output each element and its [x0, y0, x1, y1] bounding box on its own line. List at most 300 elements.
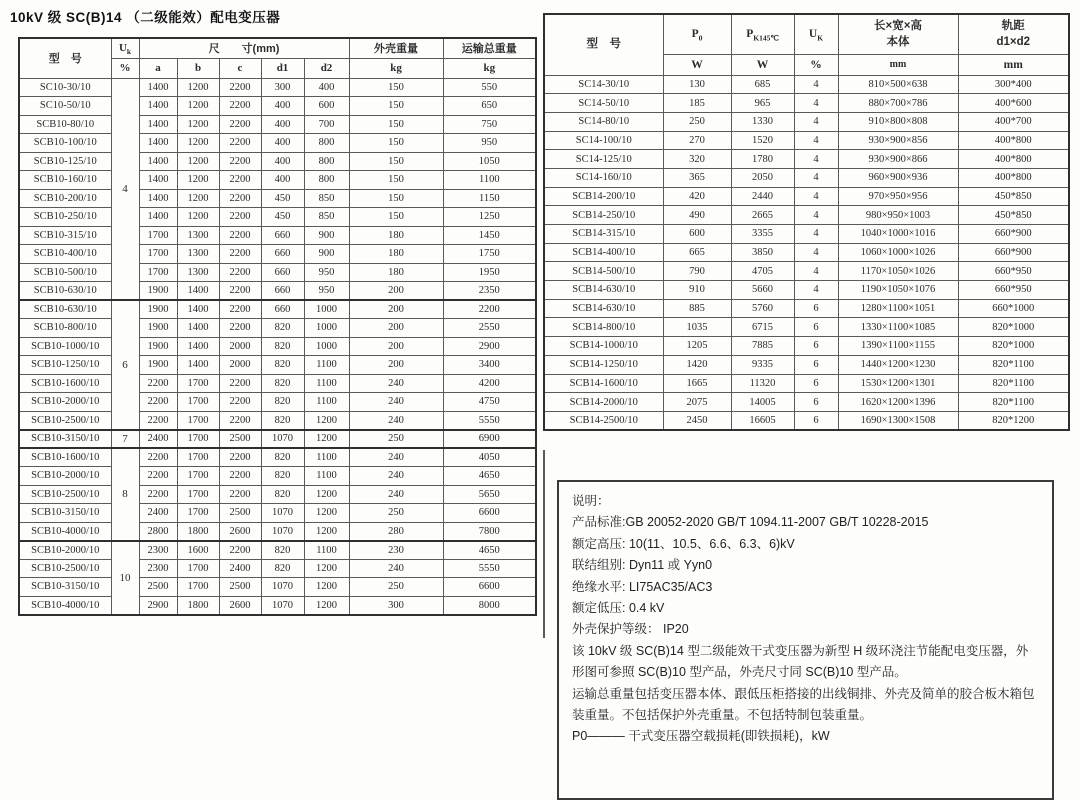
gauge-cell: 400*700 — [958, 112, 1069, 131]
dim-a-cell: 1700 — [139, 226, 177, 245]
model-cell: SCB10-630/10 — [19, 300, 111, 319]
dim-c-cell: 2200 — [219, 171, 261, 190]
model-cell: SCB14-1250/10 — [544, 355, 663, 374]
shell-weight-cell: 150 — [349, 78, 443, 97]
body-size-label-line1: 长×宽×高 — [874, 20, 922, 33]
dim-b-cell: 1200 — [177, 189, 219, 208]
dim-b-cell: 1700 — [177, 374, 219, 393]
gauge-cell: 660*900 — [958, 225, 1069, 244]
dim-d1-cell: 400 — [261, 97, 304, 116]
left-table-row — [19, 430, 536, 449]
model-cell: SCB10-2000/10 — [19, 393, 111, 412]
model-cell: SCB10-3150/10 — [19, 504, 111, 523]
dim-d1-cell: 400 — [261, 171, 304, 190]
left-table-row — [19, 319, 536, 338]
dim-b-cell: 1700 — [177, 448, 219, 467]
dim-a-cell: 2900 — [139, 596, 177, 615]
left-table-row — [19, 467, 536, 486]
p0-cell: 885 — [663, 299, 731, 318]
gauge-cell: 400*600 — [958, 94, 1069, 113]
shell-weight-cell: 230 — [349, 541, 443, 560]
dim-d2-cell: 1200 — [304, 485, 349, 504]
model-cell: SCB10-2500/10 — [19, 411, 111, 430]
dim-d1-cell: 820 — [261, 319, 304, 338]
transport-weight-cell: 1950 — [443, 263, 536, 282]
left-header-shell-unit: kg — [349, 58, 443, 78]
uk-cell: 6 — [794, 411, 838, 430]
left-header-dim-a: a — [139, 58, 177, 78]
p0-cell: 1035 — [663, 318, 731, 337]
dim-d2-cell: 400 — [304, 78, 349, 97]
body-size-cell: 1040×1000×1016 — [838, 225, 958, 244]
model-cell: SCB10-250/10 — [19, 208, 111, 227]
shell-weight-cell: 200 — [349, 300, 443, 319]
model-cell: SC10-50/10 — [19, 97, 111, 116]
p0-cell: 2450 — [663, 411, 731, 430]
dim-b-cell: 1400 — [177, 282, 219, 301]
dim-d1-cell: 400 — [261, 134, 304, 153]
left-table-row — [19, 522, 536, 541]
shell-weight-cell: 150 — [349, 208, 443, 227]
right-table-row — [544, 206, 1069, 225]
body-size-cell: 1690×1300×1508 — [838, 411, 958, 430]
shell-weight-cell: 180 — [349, 245, 443, 264]
dim-d1-cell: 820 — [261, 411, 304, 430]
dim-c-cell: 2200 — [219, 300, 261, 319]
transport-weight-cell: 6900 — [443, 430, 536, 449]
model-cell: SCB10-500/10 — [19, 263, 111, 282]
uk-cell: 4 — [794, 225, 838, 244]
dim-c-cell: 2200 — [219, 282, 261, 301]
right-header-uk-unit: % — [794, 54, 838, 75]
transport-weight-cell: 5650 — [443, 485, 536, 504]
pk145-cell: 5660 — [731, 281, 794, 300]
right-table-row — [544, 150, 1069, 169]
dim-d1-cell: 820 — [261, 485, 304, 504]
dim-d1-cell: 820 — [261, 337, 304, 356]
body-size-cell: 980×950×1003 — [838, 206, 958, 225]
pk145-cell: 3850 — [731, 243, 794, 262]
dim-a-cell: 1400 — [139, 134, 177, 153]
pk145-cell: 2665 — [731, 206, 794, 225]
uk-cell: 4 — [794, 131, 838, 150]
uk-cell: 4 — [794, 168, 838, 187]
dim-d2-cell: 1000 — [304, 300, 349, 319]
uk-group-cell: 10 — [111, 541, 139, 615]
uk-cell: 4 — [794, 187, 838, 206]
dim-b-cell: 1200 — [177, 152, 219, 171]
model-cell: SCB10-315/10 — [19, 226, 111, 245]
right-spec-table — [543, 13, 1070, 431]
dim-c-cell: 2200 — [219, 134, 261, 153]
pk145-cell: 965 — [731, 94, 794, 113]
dim-c-cell: 2200 — [219, 485, 261, 504]
note-line: 外壳保护等级： IP20 — [572, 622, 689, 637]
pk145-cell: 2050 — [731, 168, 794, 187]
note-line: P0——— 干式变压器空载损耗(即铁损耗)，kW — [572, 729, 830, 744]
right-table-row — [544, 243, 1069, 262]
shell-weight-cell: 240 — [349, 393, 443, 412]
dim-d1-cell: 660 — [261, 300, 304, 319]
left-table-row — [19, 78, 536, 97]
left-table-row — [19, 208, 536, 227]
p0-cell: 665 — [663, 243, 731, 262]
model-cell: SCB14-630/10 — [544, 299, 663, 318]
uk-cell: 4 — [794, 150, 838, 169]
dim-d2-cell: 1200 — [304, 430, 349, 449]
model-cell: SCB10-4000/10 — [19, 522, 111, 541]
uk-cell: 4 — [794, 206, 838, 225]
shell-weight-cell: 150 — [349, 189, 443, 208]
right-table-body — [544, 75, 1069, 430]
dim-a-cell: 2200 — [139, 448, 177, 467]
dim-a-cell: 1900 — [139, 356, 177, 375]
body-size-cell: 880×700×786 — [838, 94, 958, 113]
model-cell: SCB10-100/10 — [19, 134, 111, 153]
dim-c-cell: 2200 — [219, 448, 261, 467]
dim-d2-cell: 1000 — [304, 337, 349, 356]
right-table-row — [544, 262, 1069, 281]
dim-c-cell: 2200 — [219, 152, 261, 171]
pk145-cell: 11320 — [731, 374, 794, 393]
dim-c-cell: 2200 — [219, 319, 261, 338]
right-table-row — [544, 168, 1069, 187]
dim-d2-cell: 850 — [304, 189, 349, 208]
left-table-row — [19, 263, 536, 282]
shell-weight-cell: 150 — [349, 97, 443, 116]
transport-weight-cell: 8000 — [443, 596, 536, 615]
model-cell: SCB14-500/10 — [544, 262, 663, 281]
left-table-row — [19, 374, 536, 393]
left-table-row — [19, 504, 536, 523]
divider-line — [543, 450, 545, 638]
dim-a-cell: 2400 — [139, 504, 177, 523]
uk-cell: 4 — [794, 94, 838, 113]
model-cell: SCB10-2000/10 — [19, 467, 111, 486]
gauge-cell: 450*850 — [958, 206, 1069, 225]
body-size-cell: 1390×1100×1155 — [838, 337, 958, 356]
right-table-row — [544, 411, 1069, 430]
pk145-cell: 9335 — [731, 355, 794, 374]
dim-d2-cell: 1100 — [304, 467, 349, 486]
dim-a-cell: 2200 — [139, 393, 177, 412]
uk-group-cell: 7 — [111, 430, 139, 449]
left-header-transport-unit: kg — [443, 58, 536, 78]
shell-weight-cell: 180 — [349, 226, 443, 245]
dim-b-cell: 1400 — [177, 356, 219, 375]
uk-subscript: K — [817, 33, 824, 43]
note-line: 额定高压: 10(11、10.5、6.6、6.3、6)kV — [572, 536, 795, 551]
dim-a-cell: 1400 — [139, 208, 177, 227]
right-header-gauge — [958, 14, 1069, 54]
dim-d1-cell: 820 — [261, 541, 304, 560]
dim-a-cell: 1400 — [139, 171, 177, 190]
dim-b-cell: 1700 — [177, 411, 219, 430]
right-header-pk145-unit: W — [731, 54, 794, 75]
transport-weight-cell: 4200 — [443, 374, 536, 393]
model-cell: SC14-80/10 — [544, 112, 663, 131]
dim-d1-cell: 660 — [261, 282, 304, 301]
left-table-row — [19, 171, 536, 190]
dim-c-cell: 2200 — [219, 245, 261, 264]
p0-cell: 2075 — [663, 393, 731, 412]
body-size-cell: 910×800×808 — [838, 112, 958, 131]
p0-cell: 600 — [663, 225, 731, 244]
left-header-dim-c: c — [219, 58, 261, 78]
right-table-row — [544, 94, 1069, 113]
dim-c-cell: 2200 — [219, 393, 261, 412]
dim-d1-cell: 1070 — [261, 596, 304, 615]
shell-weight-cell: 240 — [349, 559, 443, 578]
model-cell: SCB14-1600/10 — [544, 374, 663, 393]
dim-a-cell: 1400 — [139, 115, 177, 134]
left-table-row — [19, 226, 536, 245]
uk-group-cell: 6 — [111, 300, 139, 430]
model-cell: SCB10-400/10 — [19, 245, 111, 264]
dim-a-cell: 1400 — [139, 78, 177, 97]
pk145-cell: 6715 — [731, 318, 794, 337]
dim-a-cell: 1900 — [139, 282, 177, 301]
gauge-label-line2: d1×d2 — [996, 36, 1031, 49]
dim-b-cell: 1300 — [177, 226, 219, 245]
transport-weight-cell: 650 — [443, 97, 536, 116]
gauge-cell: 820*1100 — [958, 393, 1069, 412]
left-table-row — [19, 300, 536, 319]
shell-weight-cell: 250 — [349, 430, 443, 449]
dim-d2-cell: 900 — [304, 226, 349, 245]
dim-b-cell: 1400 — [177, 337, 219, 356]
gauge-cell: 300*400 — [958, 75, 1069, 94]
body-size-cell: 1190×1050×1076 — [838, 281, 958, 300]
model-cell: SC10-30/10 — [19, 78, 111, 97]
left-table-row — [19, 393, 536, 412]
gauge-cell: 660*900 — [958, 243, 1069, 262]
uk-subscript: k — [126, 47, 132, 57]
model-cell: SCB10-2000/10 — [19, 541, 111, 560]
model-cell: SCB10-200/10 — [19, 189, 111, 208]
left-table-row — [19, 541, 536, 560]
dim-c-cell: 2500 — [219, 578, 261, 597]
transport-weight-cell: 4650 — [443, 541, 536, 560]
dim-b-cell: 1700 — [177, 430, 219, 449]
transport-weight-cell: 2550 — [443, 319, 536, 338]
p0-cell: 490 — [663, 206, 731, 225]
dim-b-cell: 1200 — [177, 171, 219, 190]
dim-b-cell: 1700 — [177, 559, 219, 578]
dim-d1-cell: 660 — [261, 263, 304, 282]
uk-cell: 4 — [794, 243, 838, 262]
dim-c-cell: 2500 — [219, 430, 261, 449]
p0-cell: 130 — [663, 75, 731, 94]
note-line: 绝缘水平: LI75AC35/AC3 — [572, 579, 713, 594]
shell-weight-cell: 150 — [349, 115, 443, 134]
body-size-cell: 1170×1050×1026 — [838, 262, 958, 281]
left-table-row — [19, 189, 536, 208]
dim-d2-cell: 1200 — [304, 578, 349, 597]
left-header-transport-weight: 运输总重量 — [443, 38, 536, 58]
left-header-uk-unit: % — [111, 58, 139, 78]
dim-c-cell: 2200 — [219, 78, 261, 97]
transport-weight-cell: 2900 — [443, 337, 536, 356]
dim-b-cell: 1300 — [177, 263, 219, 282]
model-cell: SCB10-1250/10 — [19, 356, 111, 375]
model-cell: SCB14-2500/10 — [544, 411, 663, 430]
dim-b-cell: 1200 — [177, 115, 219, 134]
body-size-cell: 1280×1100×1051 — [838, 299, 958, 318]
gauge-cell: 400*800 — [958, 131, 1069, 150]
left-header-dimensions: 尺 寸(mm) — [139, 38, 349, 58]
dim-b-cell: 1600 — [177, 541, 219, 560]
dim-c-cell: 2200 — [219, 541, 261, 560]
model-cell: SCB14-800/10 — [544, 318, 663, 337]
model-cell: SCB10-3150/10 — [19, 578, 111, 597]
left-table-row — [19, 245, 536, 264]
left-table-row — [19, 559, 536, 578]
model-cell: SCB10-2500/10 — [19, 485, 111, 504]
transport-weight-cell: 1750 — [443, 245, 536, 264]
shell-weight-cell: 240 — [349, 467, 443, 486]
dim-a-cell: 2200 — [139, 467, 177, 486]
dim-d1-cell: 820 — [261, 374, 304, 393]
model-cell: SCB10-4000/10 — [19, 596, 111, 615]
dim-b-cell: 1200 — [177, 208, 219, 227]
dim-b-cell: 1200 — [177, 134, 219, 153]
shell-weight-cell: 180 — [349, 263, 443, 282]
gauge-cell: 820*1100 — [958, 355, 1069, 374]
left-table-row — [19, 282, 536, 301]
dim-a-cell: 2200 — [139, 411, 177, 430]
body-size-cell: 1620×1200×1396 — [838, 393, 958, 412]
body-size-cell: 810×500×638 — [838, 75, 958, 94]
dim-d2-cell: 1200 — [304, 504, 349, 523]
dim-d2-cell: 800 — [304, 171, 349, 190]
p0-cell: 1205 — [663, 337, 731, 356]
transport-weight-cell: 1100 — [443, 171, 536, 190]
dim-d2-cell: 800 — [304, 152, 349, 171]
shell-weight-cell: 240 — [349, 448, 443, 467]
model-cell: SCB14-630/10 — [544, 281, 663, 300]
body-size-cell: 1530×1200×1301 — [838, 374, 958, 393]
right-table-row — [544, 187, 1069, 206]
dim-a-cell: 1400 — [139, 189, 177, 208]
right-table-row — [544, 112, 1069, 131]
gauge-cell: 660*950 — [958, 281, 1069, 300]
model-cell: SCB14-1000/10 — [544, 337, 663, 356]
shell-weight-cell: 300 — [349, 596, 443, 615]
gauge-cell: 450*850 — [958, 187, 1069, 206]
dim-d1-cell: 1070 — [261, 578, 304, 597]
dim-a-cell: 1700 — [139, 245, 177, 264]
pk145-subscript: K145℃ — [753, 33, 779, 43]
right-table-row — [544, 75, 1069, 94]
dim-d2-cell: 1100 — [304, 541, 349, 560]
dim-d2-cell: 800 — [304, 134, 349, 153]
body-size-cell: 970×950×956 — [838, 187, 958, 206]
shell-weight-cell: 150 — [349, 134, 443, 153]
shell-weight-cell: 240 — [349, 374, 443, 393]
pk145-cell: 4705 — [731, 262, 794, 281]
uk-cell: 4 — [794, 262, 838, 281]
right-header-p0-unit: W — [663, 54, 731, 75]
gauge-cell: 820*1000 — [958, 337, 1069, 356]
dim-b-cell: 1200 — [177, 97, 219, 116]
model-cell: SCB14-250/10 — [544, 206, 663, 225]
transport-weight-cell: 2200 — [443, 300, 536, 319]
transport-weight-cell: 4750 — [443, 393, 536, 412]
right-table-row — [544, 337, 1069, 356]
right-table-row — [544, 299, 1069, 318]
dim-d2-cell: 1000 — [304, 319, 349, 338]
dim-d2-cell: 850 — [304, 208, 349, 227]
notes-box — [557, 480, 1054, 800]
body-size-label-line2: 本体 — [886, 36, 910, 49]
model-cell: SCB14-200/10 — [544, 187, 663, 206]
transport-weight-cell: 7800 — [443, 522, 536, 541]
note-line: 说明： — [572, 494, 610, 508]
dim-c-cell: 2600 — [219, 522, 261, 541]
dim-d2-cell: 950 — [304, 282, 349, 301]
dim-b-cell: 1300 — [177, 245, 219, 264]
dim-d1-cell: 660 — [261, 245, 304, 264]
pk145-cell: 1520 — [731, 131, 794, 150]
left-header-dim-d2: d2 — [304, 58, 349, 78]
dim-b-cell: 1700 — [177, 467, 219, 486]
body-size-cell: 930×900×866 — [838, 150, 958, 169]
left-header-shell-weight: 外壳重量 — [349, 38, 443, 58]
right-table-row — [544, 131, 1069, 150]
pk145-cell: 3355 — [731, 225, 794, 244]
model-cell: SCB14-2000/10 — [544, 393, 663, 412]
transport-weight-cell: 3400 — [443, 356, 536, 375]
right-table-row — [544, 355, 1069, 374]
uk-cell: 6 — [794, 318, 838, 337]
dim-d1-cell: 660 — [261, 226, 304, 245]
pk145-symbol: P — [746, 28, 754, 41]
dim-c-cell: 2400 — [219, 559, 261, 578]
uk-cell: 6 — [794, 393, 838, 412]
transport-weight-cell: 4050 — [443, 448, 536, 467]
uk-cell: 6 — [794, 355, 838, 374]
dim-c-cell: 2200 — [219, 263, 261, 282]
model-cell: SCB14-315/10 — [544, 225, 663, 244]
transport-weight-cell: 950 — [443, 134, 536, 153]
dim-d2-cell: 950 — [304, 263, 349, 282]
p0-cell: 250 — [663, 112, 731, 131]
right-header-body-unit: mm — [838, 54, 958, 75]
dim-b-cell: 1800 — [177, 522, 219, 541]
p0-subscript: 0 — [698, 33, 703, 43]
right-header-uk — [794, 14, 838, 54]
note-line: 联结组别: Dyn11 或 Yyn0 — [572, 558, 713, 573]
transport-weight-cell: 6600 — [443, 578, 536, 597]
uk-group-cell: 8 — [111, 448, 139, 541]
model-cell: SCB10-160/10 — [19, 171, 111, 190]
uk-cell: 4 — [794, 281, 838, 300]
note-line: 该 10kV 级 SC(B)14 型二级能效干式变压器为新型 H 级环浇注节能配电变压器，外形图可参照 SC(B)10 型产品，外壳尺寸同 SC(B)10 型产品。 — [572, 643, 1029, 680]
note-line: 运输总重量包括变压器本体、跟低压柜搭接的出线铜排、外壳及简单的胶合板木箱包装重量。不包括保护外壳重量。不包括特制包装重量。 — [572, 686, 1035, 723]
p0-cell: 910 — [663, 281, 731, 300]
left-table-row — [19, 337, 536, 356]
dim-d2-cell: 1200 — [304, 411, 349, 430]
pk145-cell: 14005 — [731, 393, 794, 412]
model-cell: SCB10-1600/10 — [19, 374, 111, 393]
shell-weight-cell: 240 — [349, 411, 443, 430]
pk145-cell: 7885 — [731, 337, 794, 356]
shell-weight-cell: 280 — [349, 522, 443, 541]
dim-d2-cell: 1200 — [304, 559, 349, 578]
dim-d2-cell: 1200 — [304, 522, 349, 541]
gauge-cell: 400*800 — [958, 168, 1069, 187]
